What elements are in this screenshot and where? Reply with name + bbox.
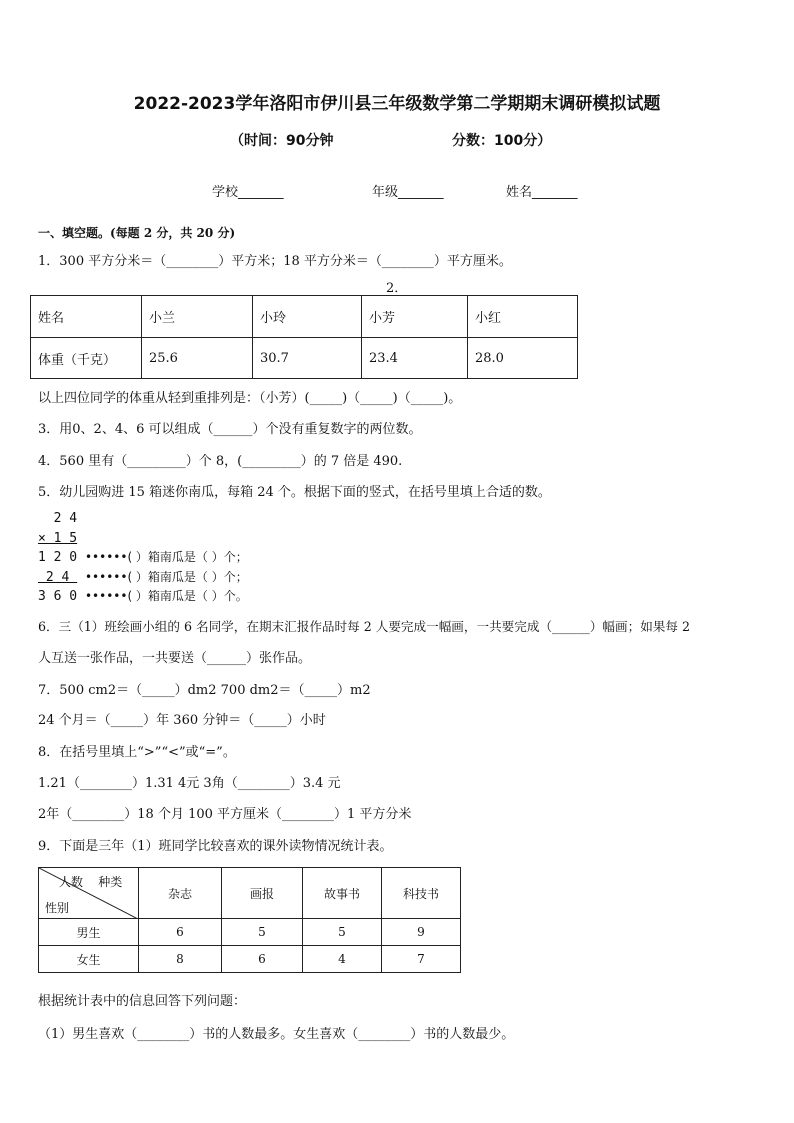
- name-field: 姓名_______: [506, 185, 578, 200]
- question-1: 1．300 平方分米＝（________）平方米；18 平方分米＝（________）平方厘米。: [38, 254, 512, 269]
- question-3: 3．用0、2、4、6 可以组成（______）个没有重复数字的两位数。: [38, 422, 422, 437]
- weight-header: 小芳: [362, 296, 468, 338]
- question-9-part-1: （1）男生喜欢（________）书的人数最多。女生喜欢（________）书的人数最少。: [38, 1027, 515, 1042]
- corner-bottom-label: 性别: [45, 901, 70, 915]
- weight-header: 姓名: [31, 296, 142, 338]
- corner-top-label: 人数 种类: [59, 875, 123, 889]
- reading-row-label: 女生: [39, 946, 139, 973]
- reading-header: 故事书: [303, 868, 382, 919]
- vertical-line-5: 3 6 0 ••••••( ）箱南瓜是（ ）个。: [38, 589, 248, 604]
- question-9: 9．下面是三年（1）班同学比较喜欢的课外读物情况统计表。: [38, 839, 393, 854]
- question-6-line-1: 6．三（1）班绘画小组的 6 名同学，在期末汇报作品时每 2 人要完成一幅画，一共要完成（______）幅画；如果每 2: [38, 619, 690, 634]
- question-8: 8．在括号里填上“>”“<”或“=”。: [38, 745, 236, 760]
- question-8-line-2: 2年（________）18 个月 100 平方厘米（________）1 平方分米: [38, 807, 412, 822]
- exam-score: 分数：100分）: [452, 133, 552, 149]
- page-title: 2022-2023学年洛阳市伊川县三年级数学第二学期期末调研模拟试题: [133, 94, 661, 114]
- weight-cell: 28.0: [468, 338, 578, 379]
- weight-cell: 25.6: [142, 338, 253, 379]
- reading-cell: 5: [303, 919, 382, 946]
- reading-corner-cell: [39, 868, 139, 919]
- section-heading: 一、填空题。(每题 2 分，共 20 分): [38, 226, 236, 240]
- reading-cell: 5: [222, 919, 303, 946]
- reading-header: 科技书: [382, 868, 461, 919]
- reading-cell: 6: [222, 946, 303, 973]
- reading-cell: 4: [303, 946, 382, 973]
- weight-cell: 体重（千克）: [31, 338, 142, 379]
- vertical-multiplication: [38, 509, 248, 607]
- weight-table: [30, 295, 578, 379]
- reading-header: 杂志: [139, 868, 222, 919]
- question-7-line-2: 24 个月＝（_____）年 360 分钟＝（_____）小时: [38, 713, 326, 728]
- question-5: 5．幼儿园购进 15 箱迷你南瓜，每箱 24 个。根据下面的竖式，在括号里填上合适的数。: [38, 485, 551, 500]
- exam-time: （时间：90分钟: [230, 133, 334, 149]
- weight-header: 小兰: [142, 296, 253, 338]
- question-6-line-2: 人互送一张作品，一共要送（______）张作品。: [38, 651, 312, 666]
- weight-header: 小红: [468, 296, 578, 338]
- vertical-line-3: 1 2 0 ••••••( ）箱南瓜是（ ）个；: [38, 550, 248, 565]
- reading-row-label: 男生: [39, 919, 139, 946]
- grade-field: 年级_______: [372, 185, 444, 200]
- question-7-line-1: 7．500 cm2＝（_____）dm2 700 dm2＝（_____）m2: [38, 683, 371, 698]
- question-2-text: 以上四位同学的体重从轻到重排列是：（小芳）(_____)（_____)（_____)。: [38, 391, 462, 406]
- reading-cell: 8: [139, 946, 222, 973]
- vertical-line-1: 2 4: [38, 511, 78, 526]
- school-field: 学校_______: [212, 185, 284, 200]
- weight-cell: 23.4: [362, 338, 468, 379]
- question-4: 4．560 里有（_________）个 8，(_________）的 7 倍是 490.: [38, 454, 403, 469]
- reading-cell: 6: [139, 919, 222, 946]
- weight-header: 小玲: [253, 296, 362, 338]
- vertical-line-4: 2 4 ••••••( ）箱南瓜是（ ）个；: [38, 569, 248, 585]
- question-2-number: 2．: [386, 281, 408, 296]
- question-9-prompt: 根据统计表中的信息回答下列问题：: [38, 994, 247, 1009]
- weight-cell: 30.7: [253, 338, 362, 379]
- reading-header: 画报: [222, 868, 303, 919]
- reading-table: [38, 867, 461, 973]
- reading-cell: 9: [382, 919, 461, 946]
- question-8-line-1: 1.21（________）1.31 4元 3角（________）3.4 元: [38, 776, 341, 791]
- vertical-line-2: × 1 5: [38, 530, 78, 546]
- reading-cell: 7: [382, 946, 461, 973]
